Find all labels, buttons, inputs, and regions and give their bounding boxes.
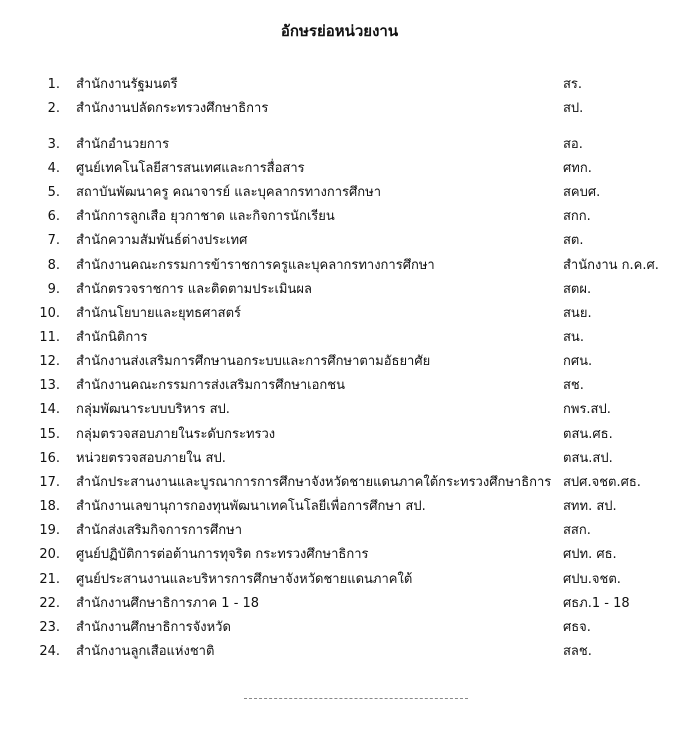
item-number: 13. — [39, 378, 60, 393]
list-item — [0, 471, 679, 495]
item-number: 19. — [39, 523, 60, 538]
item-number: 10. — [39, 306, 60, 321]
agency-name: สำนักความสัมพันธ์ต่างประเทศ — [76, 233, 248, 248]
item-number: 17. — [39, 475, 60, 490]
agency-abbreviation: สน. — [563, 330, 584, 345]
list-item — [0, 229, 679, 253]
item-number: 16. — [39, 451, 60, 466]
agency-abbreviation: ศธภ.1 - 18 — [563, 596, 630, 611]
list-item — [0, 254, 679, 278]
list-item — [0, 205, 679, 229]
item-number: 21. — [39, 572, 60, 587]
item-number: 14. — [39, 402, 60, 417]
item-number: 6. — [47, 209, 60, 224]
agency-name: สำนักการลูกเสือ ยุวกาชาด และกิจการนักเรียน — [76, 209, 335, 224]
list-item — [0, 495, 679, 519]
agency-abbreviation: สตผ. — [563, 282, 592, 297]
agency-name: สำนักนิติการ — [76, 330, 148, 345]
agency-name: สถาบันพัฒนาครู คณาจารย์ และบุคลากรทางการศึกษา — [76, 185, 382, 200]
item-number: 8. — [47, 258, 60, 273]
agency-name: สำนักประสานงานและบูรณาการการศึกษาจังหวัดชายแดนภาคใต้กระทรวงศึกษาธิการ — [76, 475, 552, 490]
list-item — [0, 616, 679, 640]
list-item — [0, 519, 679, 543]
agency-name: สำนักอำนวยการ — [76, 137, 170, 152]
list-item — [0, 326, 679, 350]
agency-abbreviation: ศปบ.จชต. — [563, 572, 621, 587]
list-item — [0, 592, 679, 616]
item-number: 20. — [39, 547, 60, 562]
list-item — [0, 302, 679, 326]
list-item — [0, 640, 679, 664]
list-item — [0, 97, 679, 121]
item-number: 4. — [47, 161, 60, 176]
list-item — [0, 398, 679, 422]
item-number: 7. — [47, 233, 60, 248]
agency-abbreviation: สคบศ. — [563, 185, 601, 200]
agency-name: ศูนย์ประสานงานและบริหารการศึกษาจังหวัดชายแดนภาคใต้ — [76, 572, 413, 587]
agency-name: สำนักงานเลขานุการกองทุนพัฒนาเทคโนโลยีเพื่อการศึกษา สป. — [76, 499, 426, 514]
list-item — [0, 350, 679, 374]
agency-abbreviation: สอ. — [563, 137, 583, 152]
agency-name: สำนักนโยบายและยุทธศาสตร์ — [76, 306, 242, 321]
agency-abbreviation: ตสน.ศธ. — [563, 427, 613, 442]
list-item — [0, 374, 679, 398]
item-number: 5. — [47, 185, 60, 200]
item-number: 3. — [47, 137, 60, 152]
agency-abbreviation: สต. — [563, 233, 584, 248]
footer-divider — [244, 698, 468, 699]
agency-name: หน่วยตรวจสอบภายใน สป. — [76, 451, 226, 466]
agency-name: สำนักงานลูกเสือแห่งชาติ — [76, 644, 215, 659]
item-number: 24. — [39, 644, 60, 659]
list-item — [0, 278, 679, 302]
agency-abbreviation: ศทก. — [563, 161, 592, 176]
item-number: 22. — [39, 596, 60, 611]
agency-name: ศูนย์เทคโนโลยีสารสนเทศและการสื่อสาร — [76, 161, 305, 176]
agency-abbreviation: สกก. — [563, 209, 591, 224]
agency-name: สำนักงานส่งเสริมการศึกษานอกระบบและการศึกษาตามอัธยาศัย — [76, 354, 431, 369]
agency-name: กลุ่มพัฒนาระบบบริหาร สป. — [76, 402, 230, 417]
item-number: 1. — [47, 77, 60, 92]
agency-name: สำนักส่งเสริมกิจการการศึกษา — [76, 523, 242, 538]
agency-name: กลุ่มตรวจสอบภายในระดับกระทรวง — [76, 427, 276, 442]
agency-name: ศูนย์ปฏิบัติการต่อต้านการทุจริต กระทรวงศึกษาธิการ — [76, 547, 369, 562]
item-number: 12. — [39, 354, 60, 369]
agency-abbreviation: สำนักงาน ก.ค.ศ. — [563, 258, 659, 273]
item-number: 11. — [39, 330, 60, 345]
item-number: 9. — [47, 282, 60, 297]
agency-abbreviation: สช. — [563, 378, 584, 393]
list-item — [0, 181, 679, 205]
list-item — [0, 447, 679, 471]
agency-abbreviation: ศปท. ศธ. — [563, 547, 617, 562]
agency-abbreviation: สป. — [563, 101, 584, 116]
list-item — [0, 157, 679, 181]
agency-name: สำนักงานคณะกรรมการข้าราชการครูและบุคลากรทางการศึกษา — [76, 258, 435, 273]
agency-name: สำนักงานศึกษาธิการภาค 1 - 18 — [76, 596, 260, 611]
item-number: 2. — [47, 101, 60, 116]
list-item — [0, 568, 679, 592]
agency-name: สำนักงานศึกษาธิการจังหวัด — [76, 620, 231, 635]
agency-name: สำนักงานรัฐมนตรี — [76, 77, 178, 92]
agency-abbreviation: สนย. — [563, 306, 592, 321]
agency-abbreviation: ศธจ. — [563, 620, 591, 635]
agency-abbreviation: สสก. — [563, 523, 591, 538]
item-number: 15. — [39, 427, 60, 442]
agency-abbreviation: สทท. สป. — [563, 499, 617, 514]
agency-abbreviation: กพร.สป. — [563, 402, 611, 417]
agency-name: สำนักตรวจราชการ และติดตามประเมินผล — [76, 282, 312, 297]
list-item — [0, 423, 679, 447]
list-item — [0, 543, 679, 567]
agency-abbreviation: กศน. — [563, 354, 593, 369]
agency-abbreviation: สร. — [563, 77, 583, 92]
list-item — [0, 73, 679, 97]
list-item — [0, 133, 679, 157]
agency-name: สำนักงานคณะกรรมการส่งเสริมการศึกษาเอกชน — [76, 378, 346, 393]
agency-abbreviation: สลช. — [563, 644, 592, 659]
agency-abbreviation: ตสน.สป. — [563, 451, 613, 466]
agency-name: สำนักงานปลัดกระทรวงศึกษาธิการ — [76, 101, 269, 116]
item-number: 23. — [39, 620, 60, 635]
agency-abbreviation: สปศ.จชต.ศธ. — [563, 475, 641, 490]
document-title: อักษรย่อหน่วยงาน — [280, 22, 399, 40]
item-number: 18. — [39, 499, 60, 514]
